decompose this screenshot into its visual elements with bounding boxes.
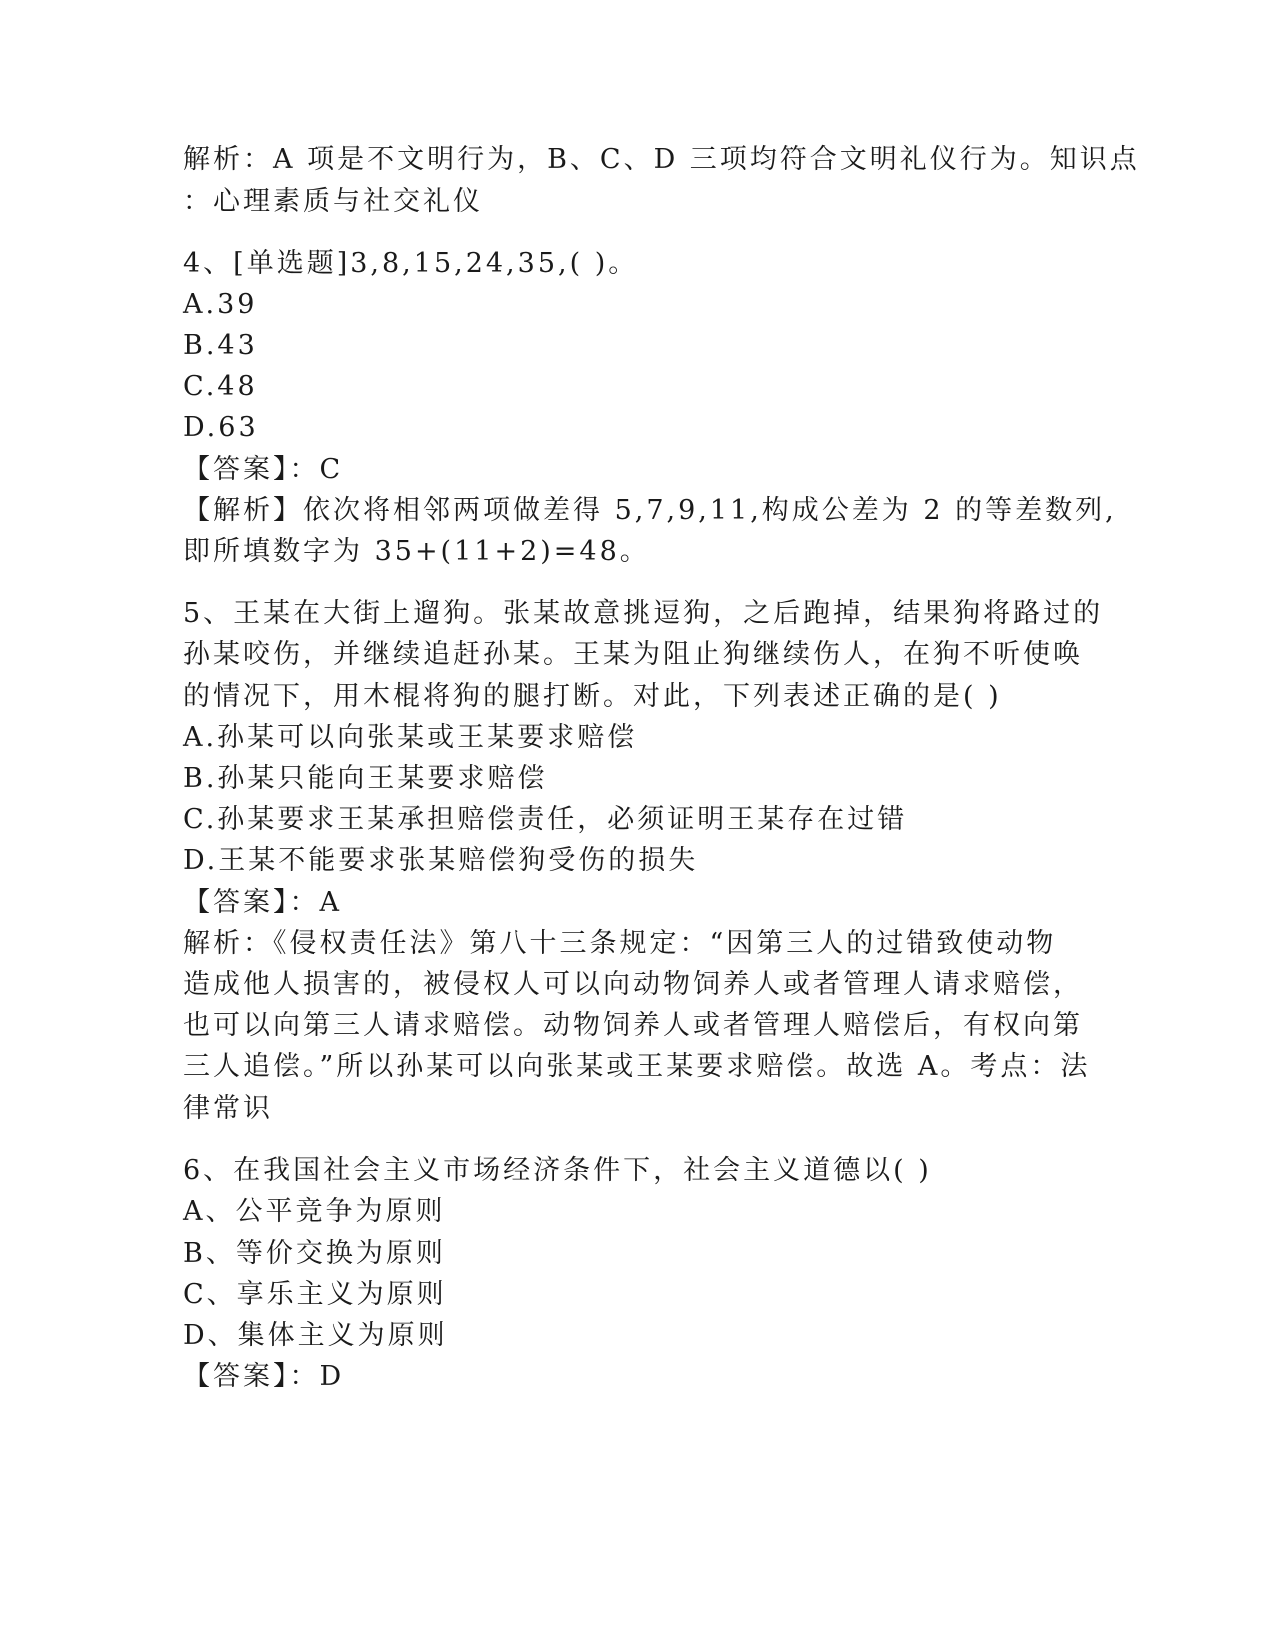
question-5-explanation-line5: 律常识 xyxy=(183,1093,273,1124)
question-4-explanation-line1: 【解析】依次将相邻两项做差得 5,7,9,11,构成公差为 2 的等差数列, xyxy=(183,495,1117,526)
question-6-option-a: A、公平竞争为原则 xyxy=(183,1196,446,1227)
question-5-explanation-line3: 也可以向第三人请求赔偿。动物饲养人或者管理人赔偿后，有权向第 xyxy=(183,1010,1083,1041)
question-4-option-b: B.43 xyxy=(183,330,258,361)
question-5-stem-line3: 的情况下，用木棍将狗的腿打断。对此，下列表述正确的是( ) xyxy=(183,681,1002,712)
question-6-stem: 6、在我国社会主义市场经济条件下，社会主义道德以( ) xyxy=(183,1155,932,1186)
question-5-option-a: A.孙某可以向张某或王某要求赔偿 xyxy=(183,722,638,753)
question-5-explanation-line1: 解析：《侵权责任法》第八十三条规定：“因第三人的过错致使动物 xyxy=(183,928,1057,959)
question-4-option-a: A.39 xyxy=(183,289,258,320)
question-5-option-b: B.孙某只能向王某要求赔偿 xyxy=(183,763,548,794)
question-6-answer: 【答案】：D xyxy=(183,1361,345,1392)
question-4-option-c: C.48 xyxy=(183,371,258,402)
question-5-option-d: D.王某不能要求张某赔偿狗受伤的损失 xyxy=(183,845,699,876)
question-6-option-d: D、集体主义为原则 xyxy=(183,1320,448,1351)
question-5-stem-line1: 5、王某在大街上遛狗。张某故意挑逗狗，之后跑掉，结果狗将路过的 xyxy=(183,598,1104,629)
question-5-explanation-line4: 三人追偿。”所以孙某可以向张某或王某要求赔偿。故选 A。考点：法 xyxy=(183,1051,1091,1082)
question-5-option-c: C.孙某要求王某承担赔偿责任，必须证明王某存在过错 xyxy=(183,804,908,835)
question-6-option-c: C、享乐主义为原则 xyxy=(183,1279,447,1310)
question-5-explanation-line2: 造成他人损害的，被侵权人可以向动物饲养人或者管理人请求赔偿， xyxy=(183,969,1083,1000)
question-5-answer: 【答案】：A xyxy=(183,887,342,918)
question-4-explanation-line2: 即所填数字为 35+(11+2)=48。 xyxy=(183,536,650,567)
question-4-answer: 【答案】：C xyxy=(183,454,344,485)
question-4-stem: 4、[单选题]3,8,15,24,35,( )。 xyxy=(183,248,639,279)
question-6-option-b: B、等价交换为原则 xyxy=(183,1238,446,1269)
question-4-option-d: D.63 xyxy=(183,412,259,443)
question-5-stem-line2: 孙某咬伤，并继续追赶孙某。王某为阻止狗继续伤人，在狗不听使唤 xyxy=(183,639,1083,670)
explanation-q3-line1: 解析：A 项是不文明行为，B、C、D 三项均符合文明礼仪行为。知识点 xyxy=(183,144,1140,175)
explanation-q3-line2: ：心理素质与社交礼仪 xyxy=(183,186,483,217)
